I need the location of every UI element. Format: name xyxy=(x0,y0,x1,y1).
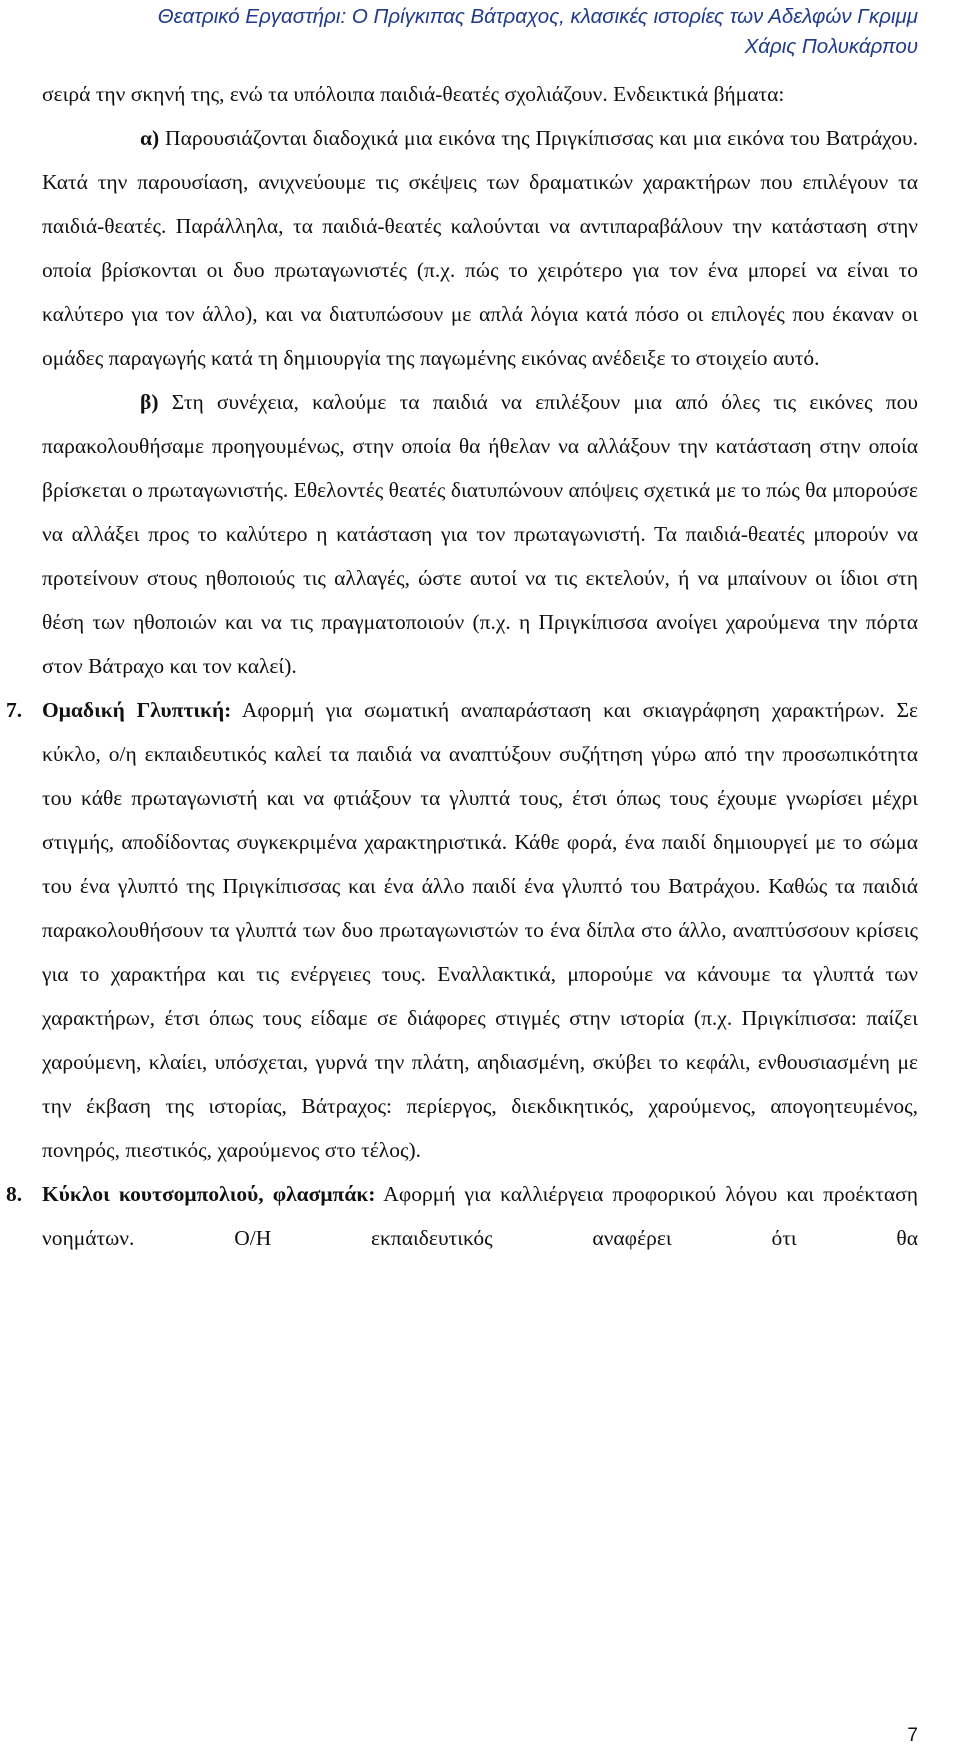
running-header xyxy=(158,2,918,62)
item-8-text: Αφορμή για καλλιέργεια προφορικού λόγου και προέκταση νοημάτων. Ο/Η εκπαιδευτικός αναφέρει ότι θα xyxy=(42,1182,918,1250)
item-7-text: Αφορμή για σωματική αναπαράσταση και σκιαγράφηση χαρακτήρων. Σε κύκλο, ο/η εκπαιδευτικός καλεί τα παιδιά να αναπτύξουν συζήτηση γύρω από την προσωπικότητα του κάθε πρωταγωνιστή και να φτιάξουν τα γλυπτά τους, έτσι όπως τους έχουμε γνωρίσει μέχρι στιγμής, αποδίδοντας συγκεκριμένα χαρακτηριστικά. Κάθε φορά, ένα παιδί δημιουργεί με το σώμα του ένα γλυπτό της Πριγκίπισσας και ένα άλλο παιδί ένα γλυπτό του Βατράχου. Καθώς τα παιδιά παρακολουθήσουν τα γλυπτά των δυο πρωταγωνιστών το ένα δίπλα στο άλλο, αναπτύσσουν κρίσεις για το χαρακτήρα και τις ενέργειες τους. Εναλλακτικά, μπορούμε να κάνουμε τα γλυπτά των χαρακτήρων, έτσι όπως τους είδαμε σε διάφορες στιγμές στην ιστορία (π.χ. Πριγκίπισσα: παίζει χαρούμενη, κλαίει, υπόσχεται, γυρνά την πλάτη, αηδιασμένη, σκύβει το κεφάλι, ενθουσιασμένη με την έκβαση της ιστορίας, Βάτραχος: περίεργος, διεκδικητικός, χαρούμενος, απογοητευμένος, πονηρός, πιεστικός, χαρούμενος στο τέλος). xyxy=(42,698,919,1162)
document-body xyxy=(6,72,919,1260)
paragraph-step-a xyxy=(42,116,918,380)
item-8-title: Κύκλοι κουτσομπολιού, φλασμπάκ: xyxy=(42,1182,376,1206)
paragraph-intro: σειρά την σκηνή της, ενώ τα υπόλοιπα παιδιά-θεατές σχολιάζουν. Ενδεικτικά βήματα: xyxy=(42,82,785,106)
step-a-text: Παρουσιάζονται διαδοχικά μια εικόνα της Πριγκίπισσας και μια εικόνα του Βατράχου. Κατά την παρουσίαση, ανιχνεύουμε τις σκέψεις των δραματικών χαρακτήρων που επιλέγουν τα παιδιά-θεατές. Παράλληλα, τα παιδιά-θεατές καλούνται να αντιπαραβάλουν την κατάσταση στην οποία βρίσκονται οι δυο πρωταγωνιστές (π.χ. πώς το χειρότερο για τον ένα μπορεί να είναι το καλύτερο για τον άλλο), και να διατυπώσουν με απλά λόγια κατά πόσο οι επιλογές που έκαναν οι ομάδες παραγωγής κατά τη δημιουργία της παγωμένης εικόνας ανέδειξε το στοιχείο αυτό. xyxy=(42,126,918,370)
header-title: Θεατρικό Εργαστήρι: Ο Πρίγκιπας Βάτραχος, κλασικές ιστορίες των Αδελφών Γκριμμ xyxy=(157,5,918,28)
step-b-text: Στη συνέχεια, καλούμε τα παιδιά να επιλέξουν μια από όλες τις εικόνες που παρακολουθήσαμε προηγουμένως, στην οποία θα ήθελαν να αλλάξουν την κατάσταση στην οποία βρίσκεται ο πρωταγωνιστής. Εθελοντές θεατές διατυπώνουν απόψεις σχετικά με το πώς θα μπορούσε να αλλάξει προς το καλύτερο η κατάσταση για τον πρωταγωνιστή. Τα παιδιά-θεατές μπορούν να προτείνουν στους ηθοποιούς τις αλλαγές, ώστε αυτοί να τις εκτελούν, ή να μπαίνουν οι ίδιοι στη θέση των ηθοποιών και να τις πραγματοποιούν (π.χ. η Πριγκίπισσα ανοίγει χαρούμενα την πόρτα στον Βάτραχο και τον καλεί). xyxy=(42,390,918,678)
item-7-title: Ομαδική Γλυπτική: xyxy=(42,698,232,722)
page-number: 7 xyxy=(907,1725,918,1746)
paragraph-step-b xyxy=(42,380,918,688)
list-item-8 xyxy=(6,1172,918,1260)
step-b-label: β) xyxy=(140,390,159,414)
step-a-label: α) xyxy=(140,126,160,150)
item-8-number: 8. xyxy=(6,1182,23,1206)
item-7-number: 7. xyxy=(6,698,23,722)
list-item-7 xyxy=(6,688,919,1172)
header-author: Χάρις Πολυκάρπου xyxy=(744,35,918,58)
